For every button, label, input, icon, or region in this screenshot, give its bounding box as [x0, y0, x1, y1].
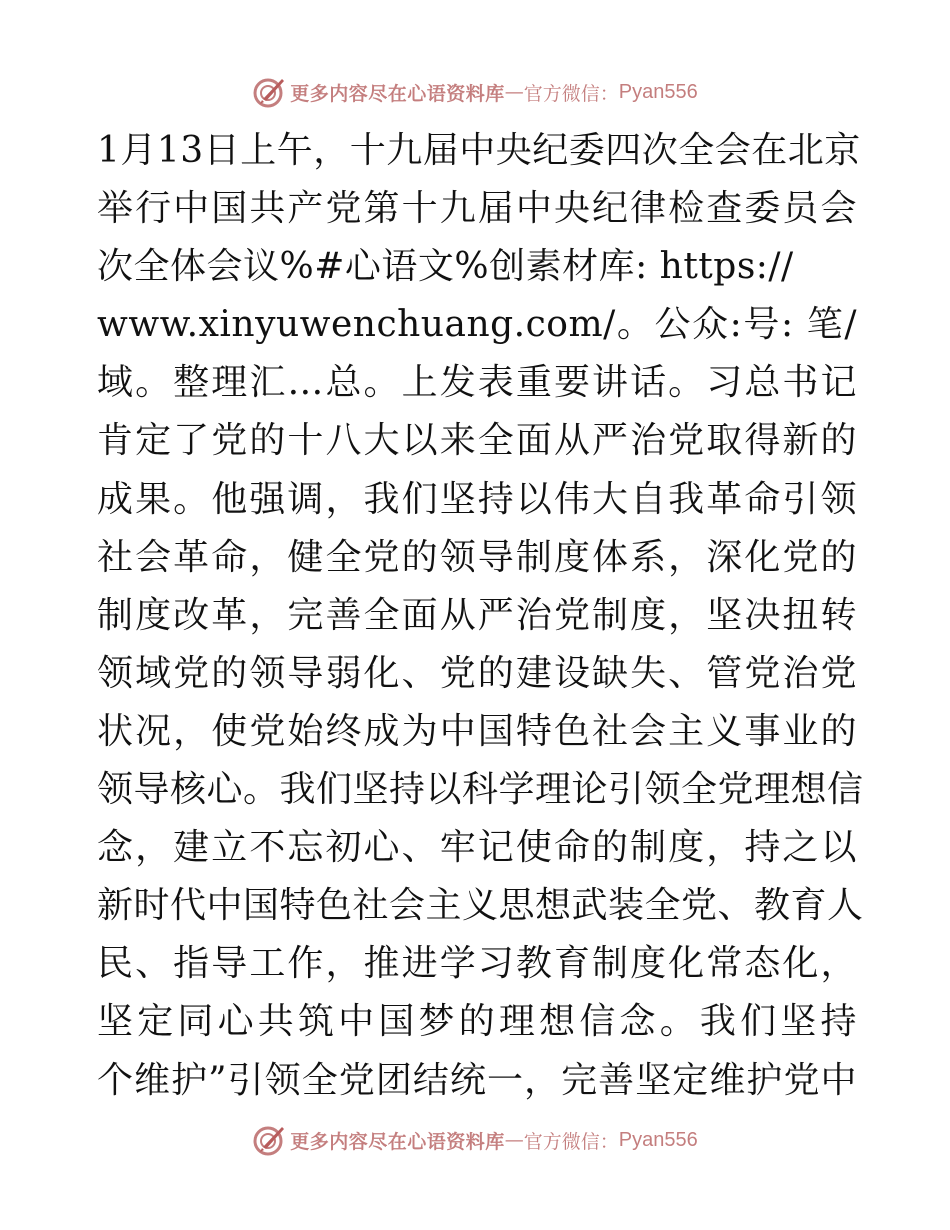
- text-line: 1月13日上午，十九届中央纪委四次全会在北京: [97, 130, 861, 171]
- watermark-wechat-id: Pyan556: [618, 80, 698, 103]
- watermark-wechat-id: Pyan556: [618, 1128, 698, 1151]
- text-line: 社会革命，健全党的领导制度体系，深化党的: [97, 536, 857, 578]
- watermark-label: 官方微信：: [523, 82, 619, 105]
- watermark-dash: —: [504, 1129, 524, 1151]
- pen-logo-icon: [252, 1123, 286, 1157]
- watermark-brand-text: 更多内容尽在心语资料库: [290, 82, 505, 105]
- text-line: 个维护”引领全党团结统一，完善坚定维护党中: [97, 1059, 857, 1101]
- text-line: 成果。他强调，我们坚持以伟大自我革命引领: [97, 478, 857, 520]
- text-line: 坚定同心共筑中国梦的理想信念。我们坚持: [97, 1001, 857, 1043]
- text-line: 领域党的领导弱化、党的建设缺失、管党治党: [97, 652, 857, 694]
- watermark-dash: —: [504, 81, 524, 103]
- header-watermark: [0, 72, 950, 112]
- text-line: 新时代中国特色社会主义思想武装全党、教育人: [97, 885, 864, 927]
- watermark-label: 官方微信：: [523, 1130, 619, 1153]
- text-line: 状况，使党始终成为中国特色社会主义事业的: [97, 710, 857, 752]
- text-line: 念，建立不忘初心、牢记使命的制度，持之以: [97, 827, 857, 869]
- watermark-brand-text: 更多内容尽在心语资料库: [290, 1130, 505, 1153]
- text-line: 领导核心。我们坚持以科学理论引领全党理想信: [97, 769, 864, 811]
- text-line: 域。整理汇…总。上发表重要讲话。习总书记: [97, 362, 857, 404]
- text-line: www.xinyuwenchuang.com/。公众:号: 笔/: [97, 304, 857, 346]
- text-line: 举行中国共产党第十九届中央纪律检查委员会: [97, 188, 857, 230]
- text-line: 民、指导工作，推进学习教育制度化常态化，: [97, 943, 857, 985]
- footer-watermark: [0, 1120, 950, 1160]
- document-body: [97, 122, 864, 1110]
- text-line: 肯定了党的十八大以来全面从严治党取得新的: [97, 420, 857, 462]
- pen-logo-icon: [252, 75, 286, 109]
- text-line: 次全体会议%#心语文%创素材库: https://: [97, 246, 794, 288]
- text-line: 制度改革，完善全面从严治党制度，坚决扭转: [97, 594, 857, 636]
